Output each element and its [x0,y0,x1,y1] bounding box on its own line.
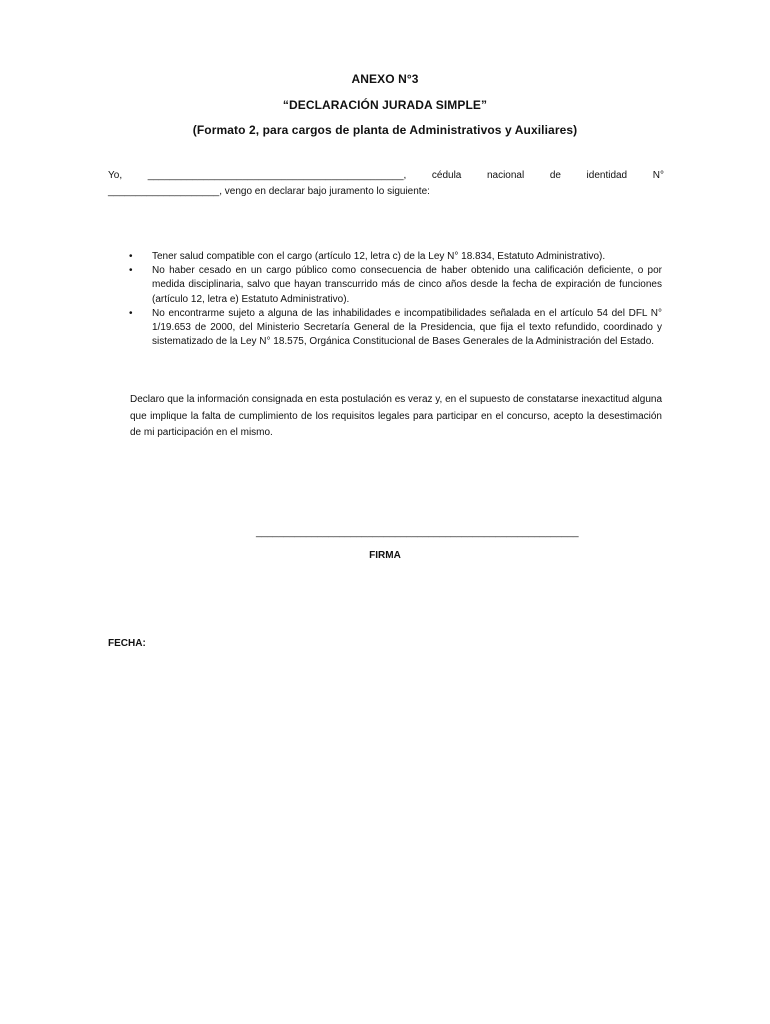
document-subtitle: (Formato 2, para cargos de planta de Administrativos y Auxiliares) [192,123,578,137]
requirements-list [128,250,662,349]
document-title: “DECLARACIÓN JURADA SIMPLE” [282,98,488,112]
list-item-text: No haber cesado en un cargo público como consecuencia de haber obtenido una calificación deficiente, o por medida disciplinaria, salvo que hayan transcurrido más de cinco años desde la fecha de expiración de funciones (artículo 12, letra e) Estatuto Administrativo). [152,265,662,305]
signature-label: FIRMA [369,550,401,561]
bullet-icon: • [129,307,133,319]
list-item [128,264,662,307]
declaration-line-2: ____________________, vengo en declarar bajo juramento lo siguiente: [108,186,430,197]
annex-number: ANEXO N°3 [351,72,419,86]
bullet-icon: • [129,265,133,277]
list-item [128,307,662,350]
list-item [128,250,662,264]
bullet-icon: • [129,251,133,262]
word-yo: Yo, [108,170,123,181]
word-numero: N° [652,170,664,181]
closing-paragraph: Declaro que la información consignada en esta postulación es veraz y, en el supuesto de constatarse inexactitud alguna que implique la falta de cumplimiento de los requisitos legales para participar en el concurso, acepto la desestimación de mi participación en el mismo. [130,394,662,438]
list-item-text: No encontrarme sujeto a alguna de las inhabilidades e incompatibilidades señalada en el artículo 54 del DFL N° 1/19.653 de 2000, del Ministerio Secretaría General de la Presidencia, que fija el texto refundido, coordinado y sistematizado de la Ley N° 18.575, Orgánica Constitucional de Bases Generales de la Administración del Estado. [152,307,662,348]
word-de: de [549,170,561,181]
declaration-line-1 [108,170,664,181]
word-nacional: nacional [486,170,525,181]
word-identidad: identidad [586,170,628,181]
word-cedula: cédula [431,170,462,181]
list-item-text: Tener salud compatible con el cargo (artículo 12, letra c) de la Ley N° 18.834, Estatuto Administrativo). [152,251,606,262]
signature-line: __________________________________________________________ [256,527,579,538]
date-label: FECHA: [108,638,146,649]
name-blank: ______________________________________________, [147,170,407,181]
